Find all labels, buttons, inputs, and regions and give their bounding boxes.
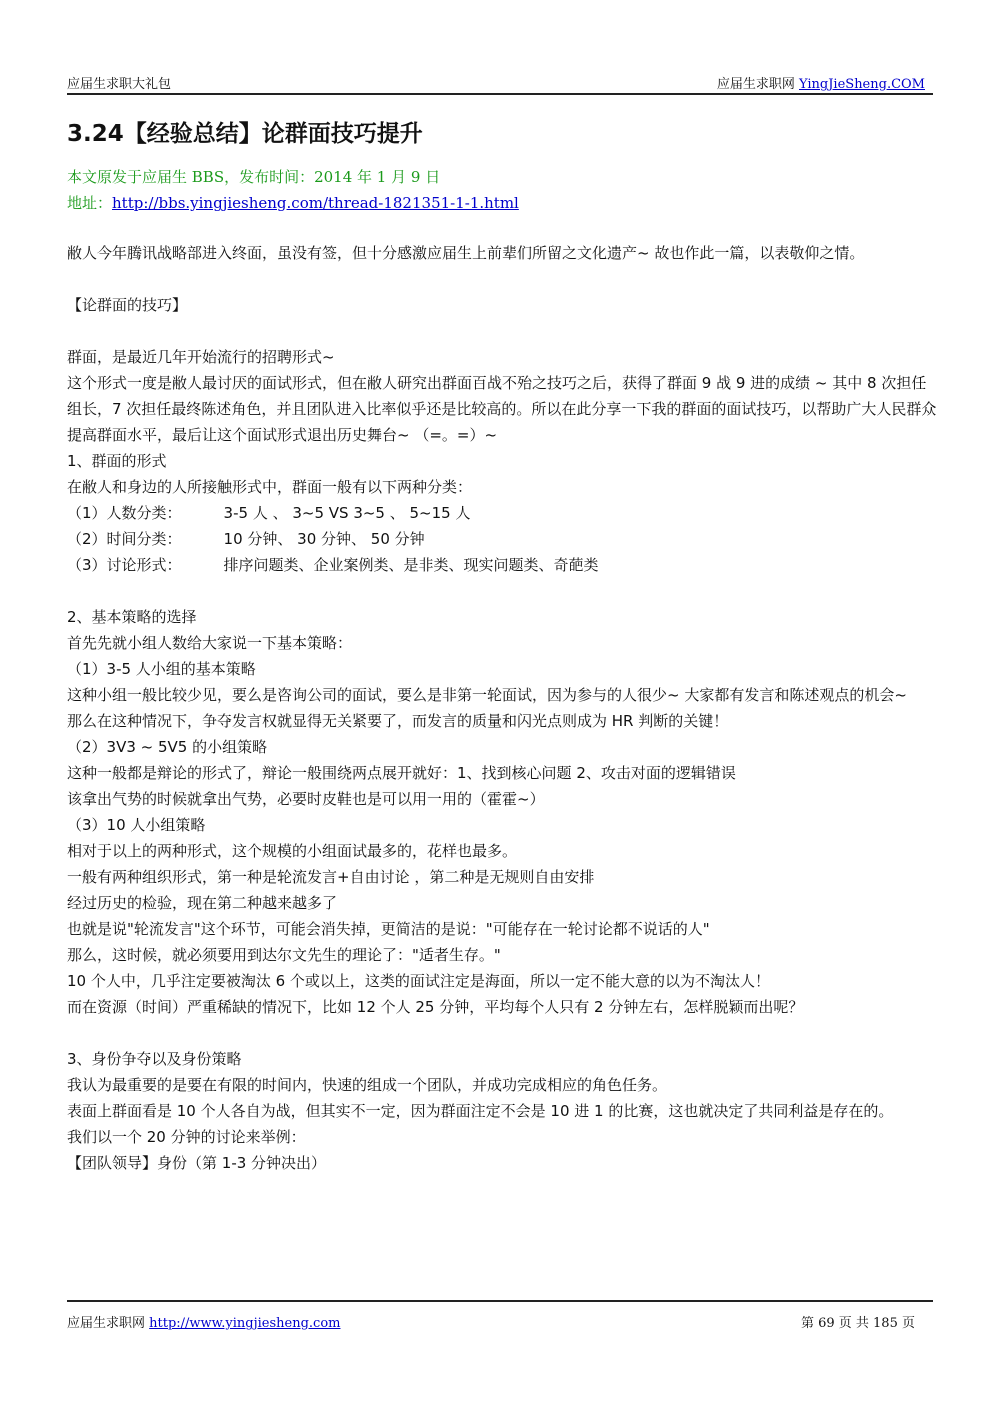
source-line: 本文原发于应届生 BBS，发布时间：2014 年 1 月 9 日 xyxy=(67,168,441,186)
paragraph: 这个形式一度是敝人最讨厌的面试形式，但在敝人研究出群面百战不殆之技巧之后，获得了群面 9 战 9 进的成绩 ~ 其中 8 次担任组长，7 次担任最终陈述角色，并且团队进入比率似乎还是比较高的。所以在此分享一下我的群面的面试技巧，以帮助广大人民群众提高群面水平，最后让这个面试形式退出历史舞台~ （=。=）~ xyxy=(67,374,937,444)
article-body xyxy=(67,240,937,1176)
address-label: 地址： xyxy=(67,194,113,212)
paragraph: 【团队领导】身份（第 1-3 分钟决出） xyxy=(67,1154,327,1172)
page-header xyxy=(67,73,933,95)
page-footer xyxy=(67,1300,933,1334)
header-left-text: 应届生求职大礼包 xyxy=(67,77,172,92)
footer-site-link[interactable]: http://www.yingjiesheng.com xyxy=(149,1316,341,1331)
paragraph: 敝人今年腾讯战略部进入终面，虽没有签，但十分感激应届生上前辈们所留之文化遗产~ 故也作此一篇，以表敬仰之情。 xyxy=(67,244,865,262)
paragraph: 该拿出气势的时候就拿出气势，必要时皮鞋也是可以用一用的（霍霍~） xyxy=(67,790,545,808)
category-row xyxy=(67,526,937,552)
paragraph xyxy=(67,1020,937,1046)
section-heading: 【论群面的技巧】 xyxy=(67,296,188,314)
paragraph: （2）3V3 ~ 5V5 的小组策略 xyxy=(67,738,268,756)
category-value: 10 分钟、 30 分钟、 50 分钟 xyxy=(223,530,425,548)
category-row xyxy=(67,552,937,578)
header-site-link[interactable]: YingJieSheng.COM xyxy=(799,77,925,92)
footer-left-prefix: 应届生求职网 xyxy=(67,1316,150,1331)
paragraph: 我认为最重要的是要在有限的时间内，快速的组成一个团队，并成功完成相应的角色任务。 xyxy=(67,1076,668,1094)
paragraph xyxy=(67,266,937,292)
paragraph: 而在资源（时间）严重稀缺的情况下，比如 12 个人 25 分钟，平均每个人只有 2 分钟左右，怎样脱颖而出呢？ xyxy=(67,998,804,1016)
article-title: 3.24【经验总结】论群面技巧提升 xyxy=(67,121,423,147)
page-number: 第 69 页 共 185 页 xyxy=(800,1316,915,1331)
paragraph: 相对于以上的两种形式，这个规模的小组面试最多的，花样也最多。 xyxy=(67,842,518,860)
thread-url-link[interactable]: http://bbs.yingjiesheng.com/thread-1821351-1-1.html xyxy=(112,194,519,212)
paragraph: （1）3-5 人小组的基本策略 xyxy=(67,660,256,678)
header-right-prefix: 应届生求职网 xyxy=(716,77,800,92)
category-label: （1）人数分类： xyxy=(67,504,182,522)
paragraph: 也就是说"轮流发言"这个环节，可能会消失掉，更简洁的是说："可能存在一轮讨论都不说话的人" xyxy=(67,920,710,938)
paragraph: 经过历史的检验，现在第二种越来越多了 xyxy=(67,894,338,912)
category-value: 排序问题类、企业案例类、是非类、现实问题类、奇葩类 xyxy=(223,556,599,574)
article-meta xyxy=(67,164,933,216)
paragraph: 2、基本策略的选择 xyxy=(67,608,197,626)
category-row xyxy=(67,500,937,526)
paragraph xyxy=(67,578,937,604)
paragraph: 一般有两种组织形式，第一种是轮流发言+自由讨论 ，第二种是无规则自由安排 xyxy=(67,868,595,886)
paragraph: 在敝人和身边的人所接触形式中，群面一般有以下两种分类： xyxy=(67,478,473,496)
paragraph: 那么，这时候，就必须要用到达尔文先生的理论了："适者生存。" xyxy=(67,946,501,964)
paragraph: （3）10 人小组策略 xyxy=(67,816,206,834)
address-line xyxy=(67,190,933,216)
category-label: （3）讨论形式： xyxy=(67,556,182,574)
paragraph: 3、身份争夺以及身份策略 xyxy=(67,1050,242,1068)
paragraph: 首先先就小组人数给大家说一下基本策略： xyxy=(67,634,353,652)
paragraph: 那么在这种情况下，争夺发言权就显得无关紧要了，而发言的质量和闪光点则成为 HR 判断的关键！ xyxy=(67,712,729,730)
paragraph: 群面，是最近几年开始流行的招聘形式~ xyxy=(67,348,335,366)
paragraph: 表面上群面看是 10 个人各自为战，但其实不一定，因为群面注定不会是 10 进 1 的比赛，这也就决定了共同利益是存在的。 xyxy=(67,1102,894,1120)
footer-left xyxy=(67,1312,340,1331)
header-right xyxy=(717,73,925,92)
paragraph: 我们以一个 20 分钟的讨论来举例： xyxy=(67,1128,306,1146)
paragraph: 这种小组一般比较少见，要么是咨询公司的面试，要么是非第一轮面试，因为参与的人很少~ 大家都有发言和陈述观点的机会~ xyxy=(67,686,907,704)
paragraph: 这种一般都是辩论的形式了，辩论一般围绕两点展开就好：1、找到核心问题 2、攻击对面的逻辑错误 xyxy=(67,764,736,782)
paragraph xyxy=(67,318,937,344)
paragraph: 1、群面的形式 xyxy=(67,452,167,470)
category-label: （2）时间分类： xyxy=(67,530,182,548)
paragraph: 10 个人中，几乎注定要被淘汰 6 个或以上，这类的面试注定是海面，所以一定不能大意的以为不淘汰人！ xyxy=(67,972,770,990)
category-value: 3-5 人 、 3~5 VS 3~5 、 5~15 人 xyxy=(223,504,471,522)
